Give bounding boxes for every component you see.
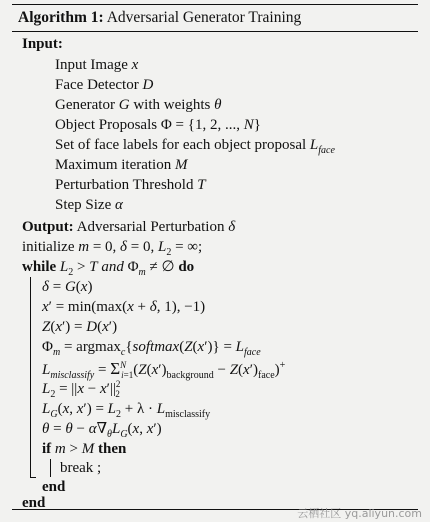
body-line-6: $L_2 = ||x - x'||^2_2$ bbox=[42, 379, 121, 400]
input-item-detector: Face Detector D bbox=[55, 77, 154, 93]
if-block-bar bbox=[50, 459, 51, 477]
top-rule bbox=[12, 4, 418, 5]
input-item-max-iter: Maximum iteration M bbox=[55, 157, 188, 173]
if-end: end bbox=[42, 479, 66, 495]
while-block-bar bbox=[30, 277, 31, 477]
algorithm-title bbox=[18, 9, 301, 27]
input-item-step: Step Size α bbox=[55, 197, 123, 213]
input-keyword: Input: bbox=[22, 36, 63, 52]
watermark: 云栖社区 yq.aliyun.com bbox=[297, 507, 422, 520]
output-keyword: Output: bbox=[22, 219, 74, 235]
body-line-8: $\theta = \theta - \alpha\nabla_\theta L_G(x$, x′) bbox=[42, 421, 162, 440]
algorithm-label: Algorithm 1: bbox=[18, 9, 104, 26]
while-block-tick bbox=[30, 477, 36, 478]
algorithm-name: Adversarial Generator Training bbox=[106, 9, 302, 26]
body-line-2: x′ = min(max(x + δ, 1), −1) bbox=[42, 299, 206, 315]
body-line-5: $L_{misclassify} = \Sigma^N_{i=1}(Z(x')_{background} - Z(x')_{face})^+$ bbox=[42, 359, 286, 381]
body-line-7: $L_G(x$, $x') = L_2 + \lambda \cdot L_{misclassify}$ bbox=[42, 401, 211, 420]
break-line: break ; bbox=[60, 460, 102, 476]
title-rule bbox=[12, 31, 418, 32]
input-item-image: Input Image x bbox=[55, 57, 139, 73]
input-item-proposals: Object Proposals Φ = {1, 2, ..., N} bbox=[55, 117, 261, 133]
initialize-line: initialize m = 0, δ = 0, $L_2$ = ∞; bbox=[22, 239, 203, 258]
algorithm-box bbox=[12, 4, 418, 512]
input-item-face-labels: Set of face labels for each object proposal $L_{face}$ bbox=[55, 137, 335, 156]
if-line: if m > M then bbox=[42, 441, 127, 457]
input-item-generator: Generator G with weights θ bbox=[55, 97, 222, 113]
while-line: while $L_2 > T$ and $\Phi_m$ ≠ ∅ do bbox=[22, 259, 195, 278]
input-item-threshold: Perturbation Threshold T bbox=[55, 177, 206, 193]
body-line-1: δ = G(x) bbox=[42, 279, 93, 295]
output-line: Output: Adversarial Perturbation δ bbox=[22, 219, 236, 235]
body-line-3: Z(x′) = D(x′) bbox=[42, 319, 118, 335]
while-end: end bbox=[22, 495, 46, 511]
body-line-4: $\Phi_m$ = argmax$_c${softmax(Z(x′)} = $L_{face}$ bbox=[42, 339, 261, 358]
